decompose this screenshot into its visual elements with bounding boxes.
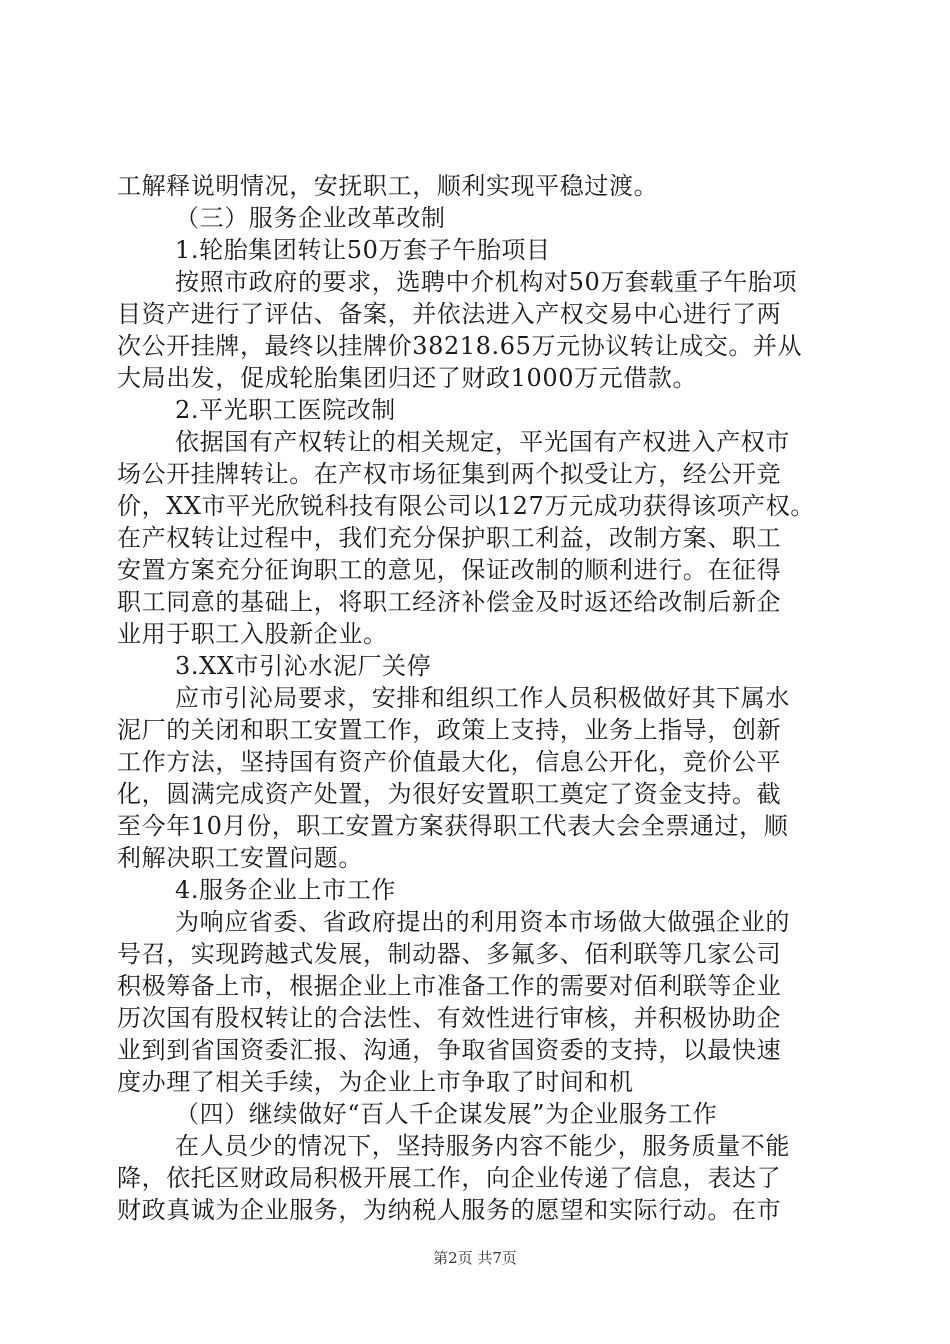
text-line: 历次国有股权转让的合法性、有效性进行审核，并积极协助企 bbox=[117, 1004, 782, 1032]
text-line: 2.平光职工医院改制 bbox=[175, 396, 396, 424]
text-line: 次公开挂牌，最终以挂牌价38218.65万元协议转让成交。并从 bbox=[117, 332, 803, 360]
text-line: 泥厂的关闭和职工安置工作，政策上支持，业务上指导，创新 bbox=[117, 716, 782, 744]
text-line: 1.轮胎集团转让50万套子午胎项目 bbox=[175, 236, 551, 264]
text-line: 号召，实现跨越式发展，制动器、多氟多、佰利联等几家公司 bbox=[117, 940, 782, 968]
text-line: 工解释说明情况，安抚职工，顺利实现平稳过渡。 bbox=[117, 172, 659, 200]
text-line: 化，圆满完成资产处置，为很好安置职工奠定了资金支持。截 bbox=[117, 780, 782, 808]
text-line: 价，XX市平光欣锐科技有限公司以127万元成功获得该项产权。 bbox=[117, 492, 815, 520]
text-line: 利解决职工安置问题。 bbox=[117, 844, 363, 872]
text-line: 工作方法，坚持国有资产价值最大化，信息公开化，竞价公平 bbox=[117, 748, 782, 776]
text-line: 大局出发，促成轮胎集团归还了财政1000万元借款。 bbox=[117, 364, 698, 392]
text-line: 职工同意的基础上，将职工经济补偿金及时返还给改制后新企 bbox=[117, 588, 782, 616]
text-line: 依据国有产权转让的相关规定，平光国有产权进入产权市 bbox=[175, 428, 790, 456]
text-line: 3.XX市引沁水泥厂关停 bbox=[175, 652, 432, 680]
text-line: 目资产进行了评估、备案，并依法进入产权交易中心进行了两 bbox=[117, 300, 782, 328]
text-line: 积极筹备上市，根据企业上市准备工作的需要对佰利联等企业 bbox=[117, 972, 782, 1000]
text-line: （三）服务企业改革改制 bbox=[175, 204, 446, 232]
text-line: 在人员少的情况下，坚持服务内容不能少，服务质量不能 bbox=[175, 1132, 790, 1160]
text-line: 降，依托区财政局积极开展工作，向企业传递了信息，表达了 bbox=[117, 1164, 782, 1192]
document-body bbox=[117, 170, 833, 1226]
text-line: 在产权转让过程中，我们充分保护职工利益，改制方案、职工 bbox=[117, 524, 782, 552]
text-line: 应市引沁局要求，安排和组织工作人员积极做好其下属水 bbox=[175, 684, 790, 712]
text-line: 财政真诚为企业服务，为纳税人服务的愿望和实际行动。在市 bbox=[117, 1196, 782, 1224]
text-line: 按照市政府的要求，选聘中介机构对50万套载重子午胎项 bbox=[175, 268, 798, 296]
text-line: （四）继续做好“百人千企谋发展”为企业服务工作 bbox=[175, 1100, 718, 1128]
page-footer: 第2页 共7页 bbox=[433, 1249, 517, 1267]
text-line: 场公开挂牌转让。在产权市场征集到两个拟受让方，经公开竞 bbox=[117, 460, 782, 488]
text-line: 度办理了相关手续，为企业上市争取了时间和机 bbox=[117, 1068, 634, 1096]
text-line: 业用于职工入股新企业。 bbox=[117, 620, 388, 648]
text-line: 至今年10月份，职工安置方案获得职工代表大会全票通过，顺 bbox=[117, 812, 789, 840]
text-line: 为响应省委、省政府提出的利用资本市场做大做强企业的 bbox=[175, 908, 790, 936]
text-line: 安置方案充分征询职工的意见，保证改制的顺利进行。在征得 bbox=[117, 556, 782, 584]
text-line: 业到到省国资委汇报、沟通，争取省国资委的支持，以最快速 bbox=[117, 1036, 782, 1064]
text-line: 4.服务企业上市工作 bbox=[175, 876, 396, 904]
